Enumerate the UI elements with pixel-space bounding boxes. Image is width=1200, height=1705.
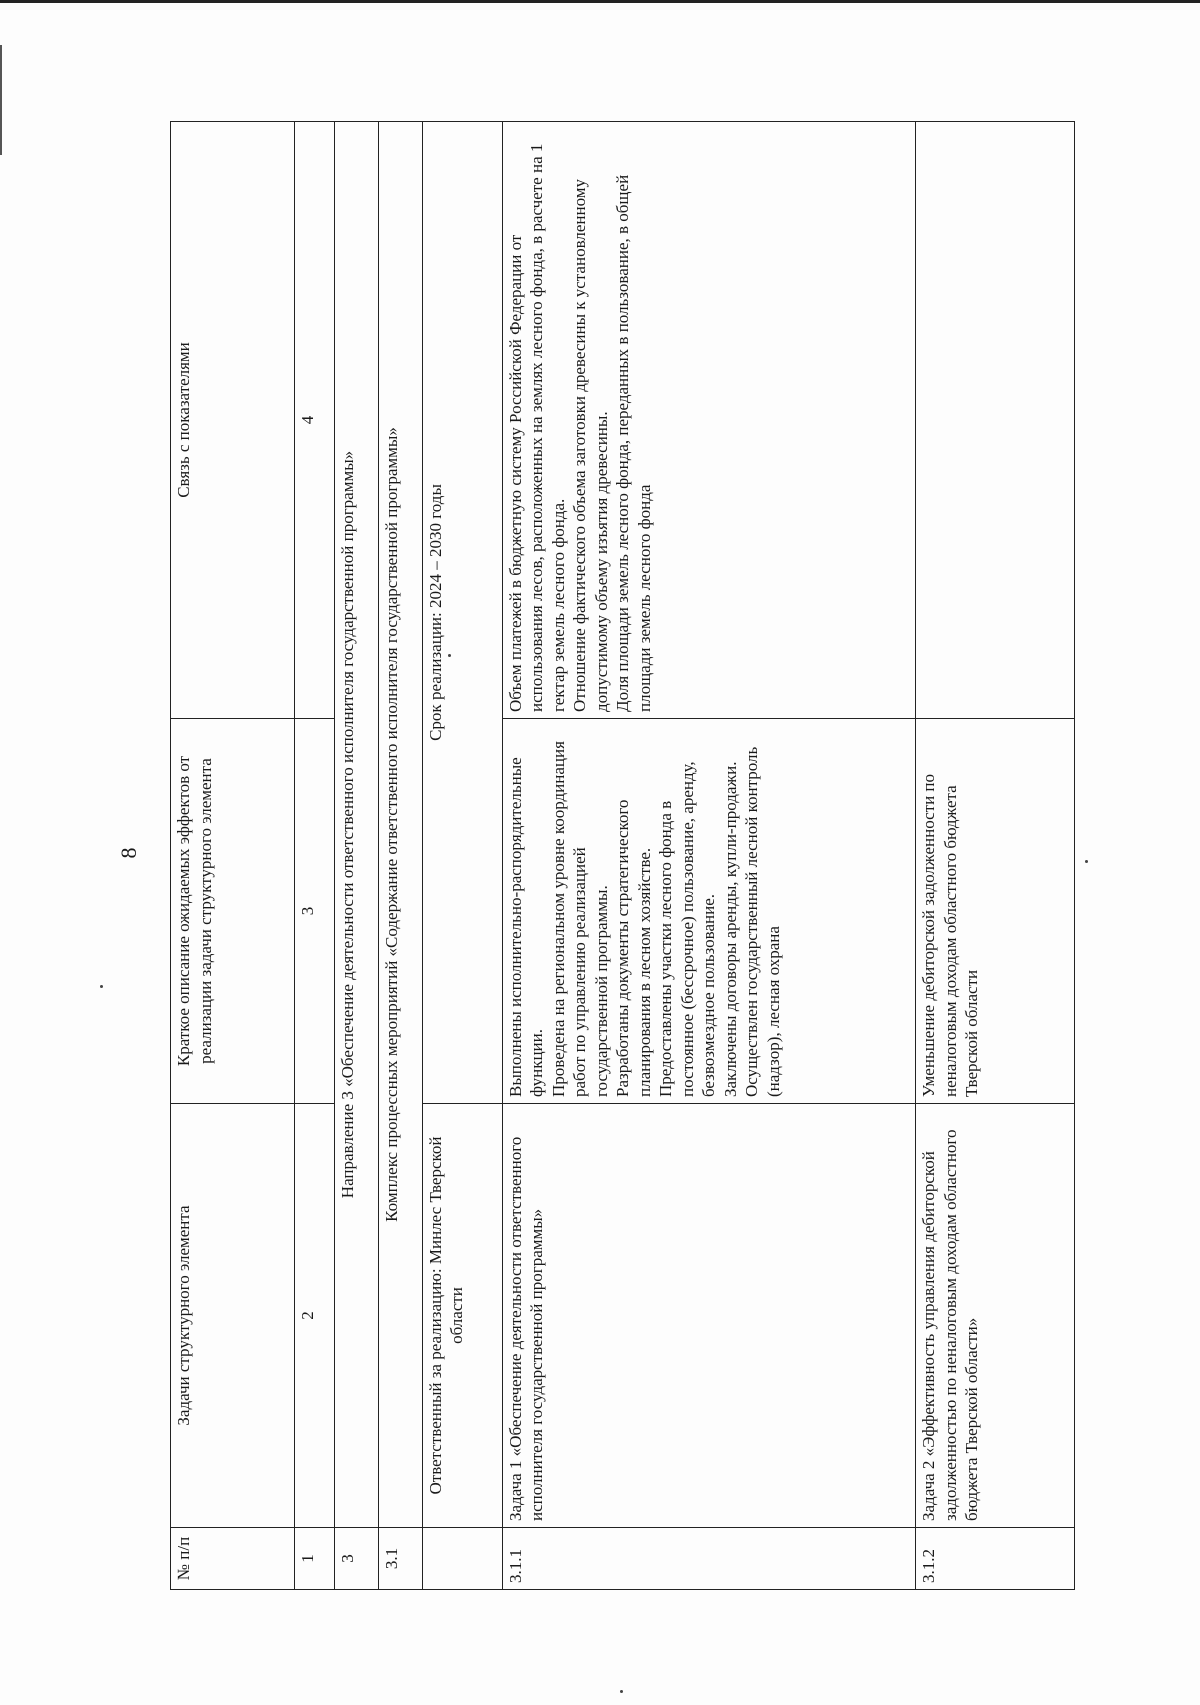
scan-border-left: [0, 45, 2, 155]
program-table: [170, 121, 1075, 1590]
responsible-empty-cell: [422, 1528, 502, 1590]
scan-speck: [1085, 860, 1088, 863]
task-effects: [502, 719, 916, 1104]
indicator-item: Доля площади земель лесного фонда, переданных в пользование, в общей площади земель лесного фонда: [613, 174, 654, 712]
effect-item: Заключены договоры аренды, купли-продажи.: [720, 761, 740, 1097]
effect-item: Выполнены исполнительно-распорядительные функции.: [505, 757, 547, 1097]
indicator-item: Объем платежей в бюджетную систему Российской Федерации от использования лесов, расположенных на землях лесного фонда, в расчете на 1 гектар земель лесного фонда.: [505, 143, 568, 712]
rotated-table-container: [170, 122, 1075, 1590]
responsible-row: [422, 122, 502, 1590]
column-number: 2: [294, 1104, 335, 1528]
task-name: Задача 2 «Эффективность управления дебиторской задолженностью по неналоговым доходам областного бюджета Тверской области»: [916, 1104, 1075, 1528]
column-number: 3: [294, 719, 335, 1104]
complex-row: [378, 122, 422, 1590]
scan-speck: [100, 985, 103, 988]
column-number: 4: [294, 122, 335, 719]
indicator-item: Отношение фактического объема заготовки древесины к установленному допустимому объему изъятия древесины.: [570, 178, 611, 712]
complex-title: Комплекс процессных мероприятий «Содержание ответственного исполнителя государственной программы»: [378, 122, 422, 1528]
column-number: 1: [294, 1528, 335, 1590]
task-indicators: [502, 122, 916, 719]
header-tasks: Задачи структурного элемента: [171, 1104, 295, 1528]
table-row: [916, 122, 1075, 1590]
effect-item: Разработаны документы стратегического планирования в лесном хозяйстве.: [613, 799, 654, 1097]
direction-title: Направление 3 «Обеспечение деятельности ответственного исполнителя государственной программы»: [335, 122, 379, 1528]
complex-number: 3.1: [378, 1528, 422, 1590]
header-indicators: Связь с показателями: [171, 122, 295, 719]
effect-item: Уменьшение дебиторской задолженности по неналоговым доходам областного бюджета Тверской области: [919, 773, 982, 1097]
effect-item: Осуществлен государственный лесной контроль (надзор), лесная охрана: [742, 746, 783, 1097]
column-numbers-row: [294, 122, 335, 1590]
header-number: № п/п: [171, 1528, 295, 1590]
implementation-period: Срок реализации: 2024 – 2030 годы: [422, 122, 502, 1104]
direction-number: 3: [335, 1528, 379, 1590]
scan-border-top: [0, 0, 1200, 3]
task-number: 3.1.1: [502, 1528, 916, 1590]
header-effects: Краткое описание ожидаемых эффектов от реализации задачи структурного элемента: [171, 719, 295, 1104]
scan-speck: [620, 1690, 623, 1693]
task-effects: [916, 719, 1075, 1104]
table-header-row: [171, 122, 295, 1590]
page-number: 8: [116, 847, 141, 859]
table-row: [502, 122, 916, 1590]
task-number: 3.1.2: [916, 1528, 1075, 1590]
scan-speck: [448, 654, 451, 657]
effect-item: Предоставлены участки лесного фонда в постоянное (бессрочное) пользование, аренду, безвозмездное пользование.: [656, 761, 719, 1097]
task-indicators-empty: [916, 122, 1075, 719]
direction-row: [335, 122, 379, 1590]
effect-item: Проведена на региональном уровне координация работ по управлению реализацией государственной программы.: [548, 741, 611, 1097]
task-name: Задача 1 «Обеспечение деятельности ответственного исполнителя государственной программы»: [502, 1104, 916, 1528]
responsible-party: Ответственный за реализацию: Минлес Тверской области: [422, 1104, 502, 1528]
